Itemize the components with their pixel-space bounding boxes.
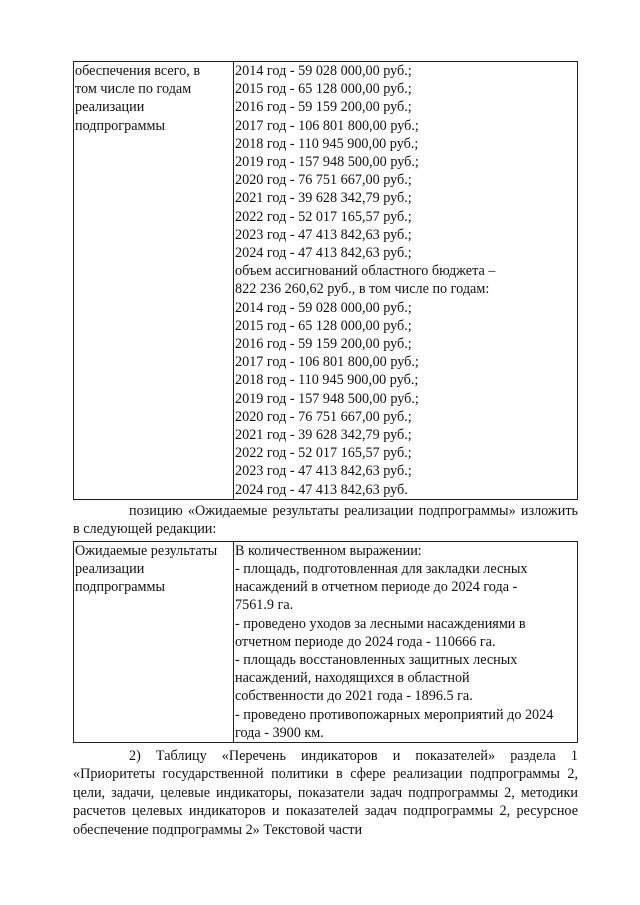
funding-line: 2018 год - 110 945 900,00 руб.; <box>235 135 419 152</box>
funding-values-cell <box>234 62 578 500</box>
table-cell-line: подпрограммы <box>75 579 165 596</box>
result-line: - проведено уходов за лесными насаждениями в <box>235 615 526 632</box>
result-line: - площадь восстановленных защитных лесных <box>235 651 518 668</box>
table-cell-line: обеспечения всего, в <box>75 63 201 79</box>
funding-line: 2017 год - 106 801 800,00 руб.; <box>235 354 419 371</box>
result-line: - проведено противопожарных мероприятий до 2024 <box>235 706 554 723</box>
final-paragraph: 2) Таблицу «Перечень индикаторов и показателей» раздела 1 «Приоритеты государственной политики в сфере реализации подпрограммы 2, цели, задачи, целевые индикаторы, показатели задач подпрограммы 2, методики расчетов целевых индикаторов и показателей задач подпрограммы 2, ресурсное обеспечение подпрограммы 2» Текстовой части <box>73 747 578 838</box>
funding-line: 2021 год - 39 628 342,79 руб.; <box>235 427 412 444</box>
result-line: насаждений, находящихся в областной <box>235 670 470 687</box>
results-values-cell <box>234 541 578 742</box>
funding-line: 2014 год - 59 028 000,00 руб.; <box>235 299 412 316</box>
result-line: - площадь, подготовленная для закладки лесных <box>235 560 528 577</box>
result-line: года - 3900 км. <box>235 724 324 741</box>
result-line: В количественном выражении: <box>235 542 422 559</box>
funding-line: 2015 год - 65 128 000,00 руб.; <box>235 317 412 334</box>
results-label-cell <box>74 541 234 742</box>
funding-table <box>73 61 578 500</box>
funding-label-cell <box>74 62 234 500</box>
funding-line: 2024 год - 47 413 842,63 руб. <box>235 481 408 498</box>
funding-line: 2019 год - 157 948 500,00 руб.; <box>235 390 419 407</box>
funding-line: 2023 год - 47 413 842,63 руб.; <box>235 463 412 480</box>
funding-line: 2023 год - 47 413 842,63 руб.; <box>235 226 412 243</box>
funding-line: 2020 год - 76 751 667,00 руб.; <box>235 408 412 425</box>
funding-line: 2017 год - 106 801 800,00 руб.; <box>235 117 419 134</box>
result-line: 7561.9 га. <box>235 597 294 614</box>
funding-line: объем ассигнований областного бюджета – <box>235 263 496 280</box>
funding-line: 2016 год - 59 159 200,00 руб.; <box>235 99 412 116</box>
table-cell-line: подпрограммы <box>75 117 165 134</box>
funding-line: 2020 год - 76 751 667,00 руб.; <box>235 172 412 189</box>
funding-line: 2016 год - 59 159 200,00 руб.; <box>235 336 412 353</box>
funding-line: 2015 год - 65 128 000,00 руб.; <box>235 81 412 98</box>
funding-line: 2014 год - 59 028 000,00 руб.; <box>235 63 412 79</box>
funding-line: 2022 год - 52 017 165,57 руб.; <box>235 208 412 225</box>
table-row <box>74 62 578 500</box>
funding-line: 2019 год - 157 948 500,00 руб.; <box>235 154 419 171</box>
table-cell-line: реализации <box>75 560 145 577</box>
table-cell-line: Ожидаемые результаты <box>75 542 218 559</box>
document-page <box>73 61 578 853</box>
result-line: насаждений в отчетном периоде до 2024 года - <box>235 579 518 596</box>
funding-line: 2018 год - 110 945 900,00 руб.; <box>235 372 419 389</box>
funding-line: 2022 год - 52 017 165,57 руб.; <box>235 445 412 462</box>
funding-line: 2024 год - 47 413 842,63 руб.; <box>235 245 412 262</box>
table-row <box>74 541 578 742</box>
middle-paragraph: позицию «Ожидаемые результаты реализации подпрограммы» изложить в следующей редакции: <box>73 502 578 538</box>
result-line: собственности до 2021 года - 1896.5 га. <box>235 688 473 705</box>
funding-line: 2021 год - 39 628 342,79 руб.; <box>235 190 412 207</box>
table-cell-line: том числе по годам <box>75 81 192 98</box>
table-cell-line: реализации <box>75 99 145 116</box>
funding-line: 822 236 260,62 руб., в том числе по годам: <box>235 281 490 298</box>
result-line: отчетном периоде до 2024 года - 110666 га. <box>235 633 496 650</box>
results-table <box>73 541 578 743</box>
